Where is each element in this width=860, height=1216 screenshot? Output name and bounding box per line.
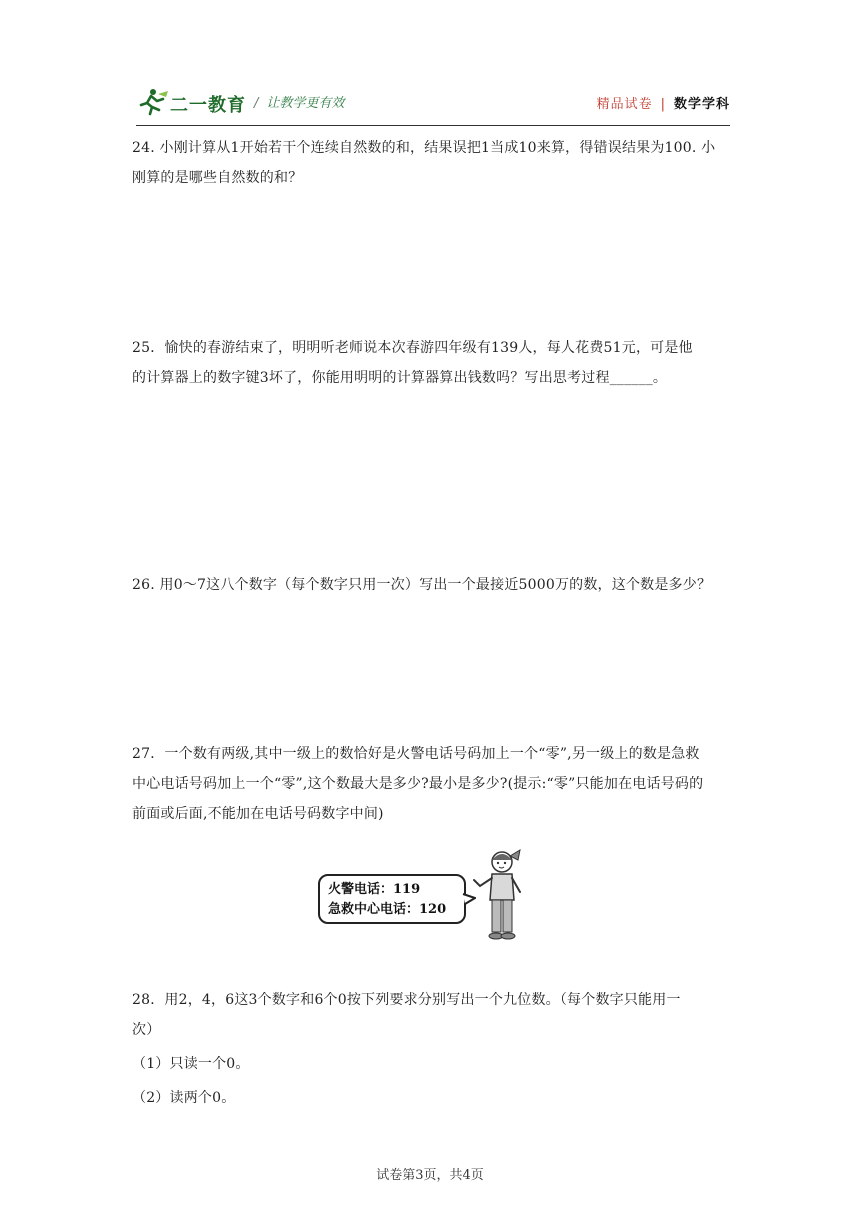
sub-question-1: （1）只读一个0。 xyxy=(132,1056,250,1072)
page-number-footer: 试卷第3页，共4页 xyxy=(376,1168,484,1183)
slogan-text: 让教学更有效 xyxy=(266,96,345,111)
header-divider xyxy=(136,125,730,126)
question-line: 28．用2，4，6这3个数字和6个0按下列要求分别写出一个九位数。（每个数字只能用一 xyxy=(132,992,681,1008)
tag-subject: 数学学科 xyxy=(673,97,730,112)
question-line: 中心电话号码加上一个“零”,这个数最大是多少?最小是多少?(提示:“零”只能加在电话号码的 xyxy=(132,776,704,792)
question-line: 刚算的是哪些自然数的和？ xyxy=(132,170,303,186)
question-line: 24. 小刚计算从1开始若干个连续自然数的和，结果误把1当成10来算，得错误结果为100. 小 xyxy=(132,140,716,156)
question-line: 的计算器上的数字键3坏了，你能用明明的计算器算出钱数吗？写出思考过程______。 xyxy=(132,370,668,386)
sub-question-2: （2）读两个0。 xyxy=(132,1090,236,1106)
logo-text: 二一教育 xyxy=(170,95,246,116)
question-24 xyxy=(132,133,732,193)
question-25 xyxy=(132,333,732,393)
slogan xyxy=(254,92,344,111)
emergency-center-number: 急救中心电话：120 xyxy=(328,902,447,917)
question-28 xyxy=(132,985,732,1113)
question-line: 27．一个数有两级,其中一级上的数恰好是火警电话号码加上一个“零”,另一级上的数是急救 xyxy=(132,746,700,762)
question-27 xyxy=(132,739,732,829)
phone-number-figure xyxy=(318,848,538,944)
tag-quality-paper: 精品试卷 xyxy=(596,97,653,112)
question-line: 26. 用0～7这八个数字（每个数字只用一次）写出一个最接近5000万的数，这个数是多少？ xyxy=(132,577,712,593)
running-man-logo-icon xyxy=(136,88,170,116)
slogan-slash: / xyxy=(254,96,259,111)
fire-alarm-number: 火警电话：119 xyxy=(328,882,421,897)
speech-bubble xyxy=(318,874,466,924)
tag-separator: | xyxy=(660,97,666,112)
question-line: 25．愉快的春游结束了，明明听老师说本次春游四年级有139人，每人花费51元，可是他 xyxy=(132,340,693,356)
question-26 xyxy=(132,570,732,600)
question-line: 前面或后面,不能加在电话号码数字中间) xyxy=(132,806,384,822)
logo xyxy=(136,88,259,116)
subject-tags xyxy=(597,93,730,112)
question-line: 次） xyxy=(132,1022,161,1038)
girl-illustration-icon xyxy=(470,848,538,944)
page-header xyxy=(136,82,730,126)
